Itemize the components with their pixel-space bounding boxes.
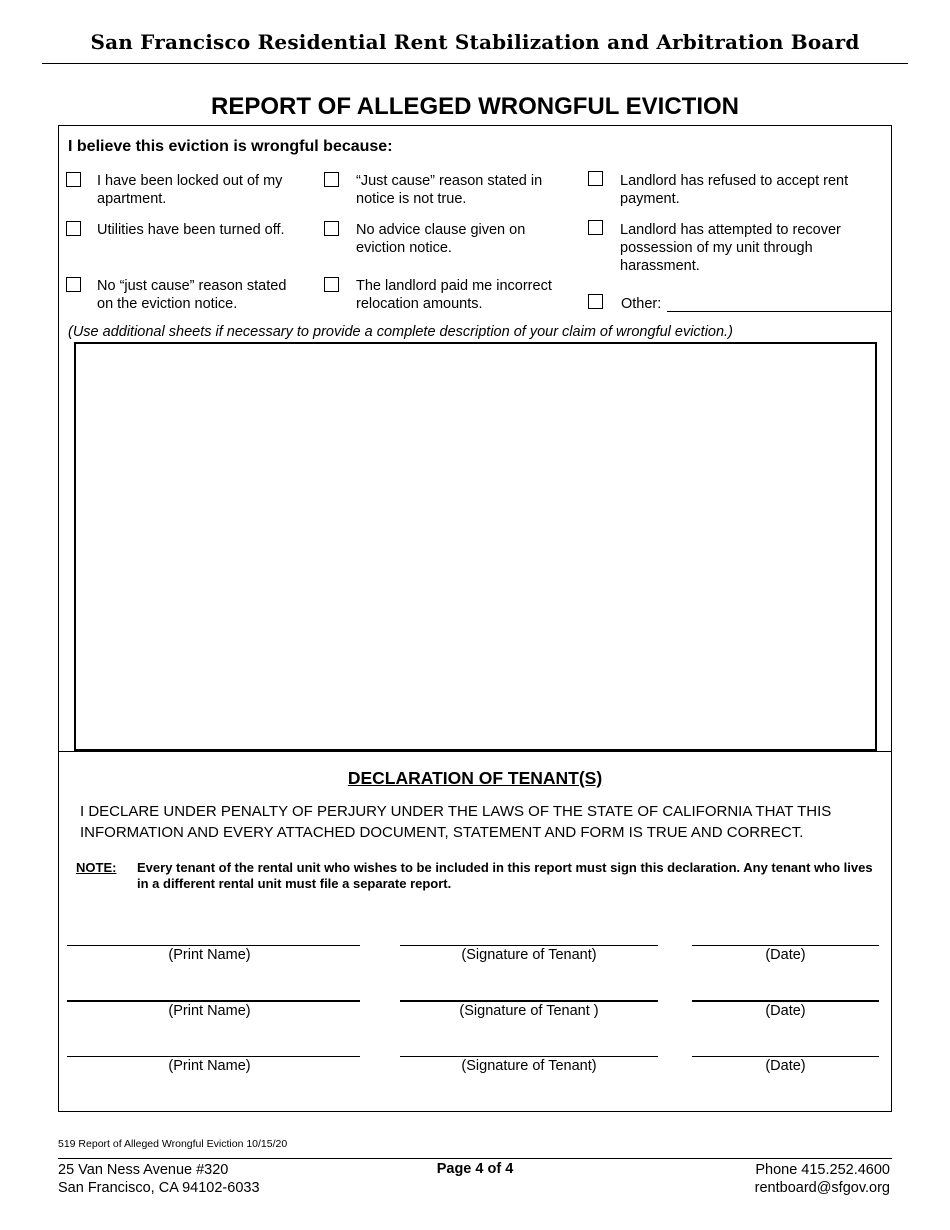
reason-utilities-off: Utilities have been turned off.	[97, 222, 285, 238]
description-textarea[interactable]	[74, 342, 877, 751]
reason-incorrect-relocation: The landlord paid me incorrect relocation amounts.	[356, 278, 552, 312]
reason-other-label: Other:	[621, 296, 662, 312]
instructions-text: (Use additional sheets if necessary to provide a complete description of your claim of wrongful eviction.)	[68, 324, 733, 340]
print-name-line-2[interactable]	[67, 1000, 360, 1002]
declaration-title: DECLARATION OF TENANT(S)	[347, 768, 603, 788]
signature-label: (Signature of Tenant )	[459, 1003, 599, 1019]
checkbox-other[interactable]	[588, 294, 603, 309]
checkbox-locked-out[interactable]	[66, 172, 81, 187]
signature-line-2[interactable]	[400, 1000, 658, 1002]
footer-address: 25 Van Ness Avenue #320 San Francisco, CA 94102-6033	[58, 1162, 260, 1196]
reasons-heading: I believe this eviction is wrongful because:	[68, 138, 393, 155]
signature-label: (Signature of Tenant)	[461, 1058, 597, 1074]
page-number: Page 4 of 4	[436, 1161, 514, 1177]
print-name-label: (Print Name)	[168, 1058, 251, 1074]
date-label: (Date)	[765, 1058, 806, 1074]
reason-no-advice-clause: No advice clause given on eviction notice.	[356, 222, 526, 256]
print-name-line-3[interactable]	[67, 1056, 360, 1057]
signature-line-1[interactable]	[400, 945, 658, 946]
reason-locked-out: I have been locked out of my apartment.	[97, 173, 283, 207]
note-label: NOTE:	[76, 860, 117, 875]
reason-no-just-cause: No “just cause” reason stated on the eviction notice.	[97, 278, 287, 312]
declaration-text: I DECLARE UNDER PENALTY OF PERJURY UNDER THE LAWS OF THE STATE OF CALIFORNIA THAT THIS INFORMATION AND EVERY ATTACHED DOCUMENT, STATEMENT AND FORM IS TRUE AND CORRECT.	[80, 803, 832, 841]
form-id: 519 Report of Alleged Wrongful Eviction 10/15/20	[58, 1138, 288, 1150]
form-title: REPORT OF ALLEGED WRONGFUL EVICTION	[211, 93, 739, 120]
footer-rule	[58, 1158, 892, 1159]
reason-just-cause-not-true: “Just cause” reason stated in notice is not true.	[356, 173, 543, 207]
checkbox-harassment[interactable]	[588, 220, 603, 235]
checkbox-just-cause-not-true[interactable]	[324, 172, 339, 187]
print-name-label: (Print Name)	[168, 947, 251, 963]
checkbox-no-advice-clause[interactable]	[324, 221, 339, 236]
section-divider	[58, 751, 892, 752]
date-line-3[interactable]	[692, 1056, 879, 1057]
other-input-line[interactable]	[667, 311, 892, 312]
date-label: (Date)	[765, 947, 806, 963]
checkbox-incorrect-relocation[interactable]	[324, 277, 339, 292]
header-rule	[42, 63, 908, 64]
signature-label: (Signature of Tenant)	[461, 947, 597, 963]
note-text: Every tenant of the rental unit who wishes to be included in this report must sign this declaration. Any tenant who lives in a different rental unit must file a separate report.	[137, 860, 873, 891]
checkbox-refused-rent[interactable]	[588, 171, 603, 186]
checkbox-utilities-off[interactable]	[66, 221, 81, 236]
reason-refused-rent: Landlord has refused to accept rent payment.	[620, 173, 849, 207]
reason-harassment: Landlord has attempted to recover possession of my unit through harassment.	[620, 222, 841, 274]
checkbox-no-just-cause[interactable]	[66, 277, 81, 292]
footer-contact: Phone 415.252.4600 rentboard@sfgov.org	[754, 1162, 890, 1196]
date-line-1[interactable]	[692, 945, 879, 946]
agency-name: San Francisco Residential Rent Stabilization and Arbitration Board	[90, 30, 860, 54]
date-label: (Date)	[765, 1003, 806, 1019]
print-name-line-1[interactable]	[67, 945, 360, 946]
print-name-label: (Print Name)	[168, 1003, 251, 1019]
date-line-2[interactable]	[692, 1000, 879, 1002]
signature-line-3[interactable]	[400, 1056, 658, 1057]
